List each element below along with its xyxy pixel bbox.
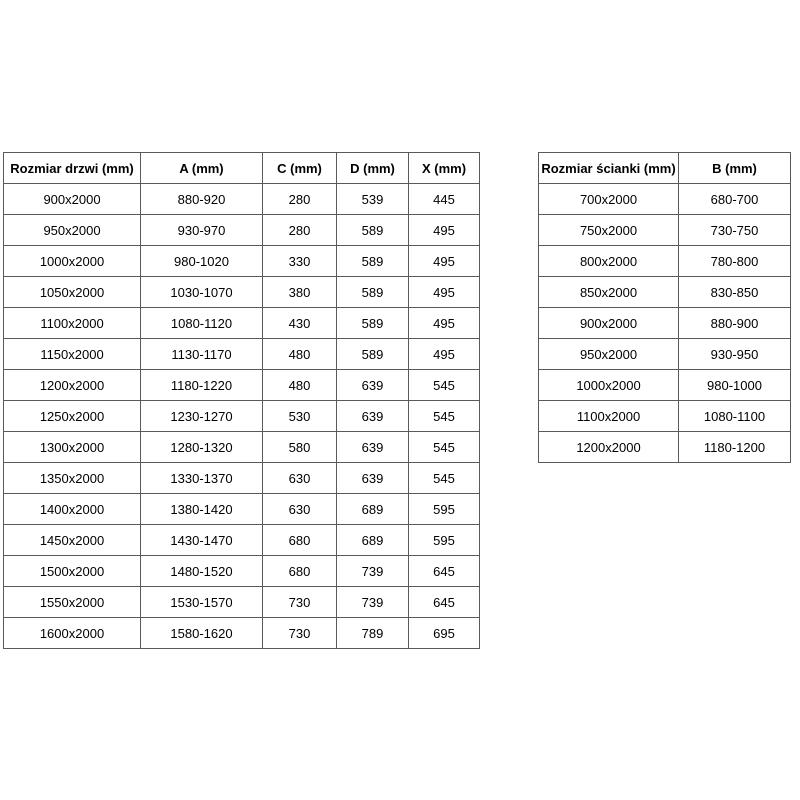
table-cell: 639 <box>337 370 409 401</box>
door-sizes-table <box>3 152 480 649</box>
table-cell: 900x2000 <box>4 184 141 215</box>
table-cell: 800x2000 <box>539 246 679 277</box>
table-cell: 689 <box>337 494 409 525</box>
table-cell: 630 <box>263 463 337 494</box>
table-cell: 750x2000 <box>539 215 679 246</box>
table-row <box>539 308 791 339</box>
table-cell: 589 <box>337 246 409 277</box>
table-cell: 495 <box>409 339 480 370</box>
table-cell: 1400x2000 <box>4 494 141 525</box>
table-cell: 930-950 <box>679 339 791 370</box>
table-cell: 780-800 <box>679 246 791 277</box>
table-cell: 430 <box>263 308 337 339</box>
table-cell: 1580-1620 <box>141 618 263 649</box>
table-cell: 639 <box>337 432 409 463</box>
column-header-b: B (mm) <box>679 153 791 184</box>
table-cell: 1380-1420 <box>141 494 263 525</box>
table-row <box>4 432 480 463</box>
table-cell: 480 <box>263 339 337 370</box>
table-cell: 1550x2000 <box>4 587 141 618</box>
table-cell: 1300x2000 <box>4 432 141 463</box>
table-cell: 689 <box>337 525 409 556</box>
table-cell: 539 <box>337 184 409 215</box>
table-cell: 930-970 <box>141 215 263 246</box>
table-cell: 700x2000 <box>539 184 679 215</box>
table-cell: 1450x2000 <box>4 525 141 556</box>
table-row <box>4 494 480 525</box>
table-cell: 580 <box>263 432 337 463</box>
table-cell: 950x2000 <box>539 339 679 370</box>
table-row <box>539 246 791 277</box>
table-row <box>4 401 480 432</box>
table-cell: 1150x2000 <box>4 339 141 370</box>
table-cell: 880-900 <box>679 308 791 339</box>
table-row <box>4 184 480 215</box>
table-cell: 545 <box>409 463 480 494</box>
table-cell: 1230-1270 <box>141 401 263 432</box>
table-cell: 789 <box>337 618 409 649</box>
table-row <box>539 277 791 308</box>
table-row <box>4 277 480 308</box>
table-cell: 545 <box>409 432 480 463</box>
column-header-a: A (mm) <box>141 153 263 184</box>
table-cell: 589 <box>337 339 409 370</box>
table-cell: 730-750 <box>679 215 791 246</box>
column-header-c: C (mm) <box>263 153 337 184</box>
column-header-x: X (mm) <box>409 153 480 184</box>
table-cell: 330 <box>263 246 337 277</box>
table-row <box>4 308 480 339</box>
table-header-row <box>539 153 791 184</box>
table-row <box>539 215 791 246</box>
table-cell: 595 <box>409 494 480 525</box>
table-cell: 1430-1470 <box>141 525 263 556</box>
table-cell: 280 <box>263 215 337 246</box>
table-cell: 495 <box>409 246 480 277</box>
table-row <box>4 339 480 370</box>
table-row <box>539 370 791 401</box>
table-row <box>4 525 480 556</box>
table-cell: 730 <box>263 587 337 618</box>
wall-sizes-table-body <box>539 184 791 463</box>
table-cell: 695 <box>409 618 480 649</box>
table-row <box>539 339 791 370</box>
table-cell: 530 <box>263 401 337 432</box>
table-cell: 1030-1070 <box>141 277 263 308</box>
table-cell: 950x2000 <box>4 215 141 246</box>
table-cell: 1100x2000 <box>4 308 141 339</box>
table-cell: 1330-1370 <box>141 463 263 494</box>
table-cell: 980-1020 <box>141 246 263 277</box>
table-cell: 1000x2000 <box>4 246 141 277</box>
table-cell: 1080-1100 <box>679 401 791 432</box>
table-cell: 830-850 <box>679 277 791 308</box>
table-cell: 630 <box>263 494 337 525</box>
table-cell: 739 <box>337 556 409 587</box>
table-row <box>4 246 480 277</box>
table-row <box>4 370 480 401</box>
table-header-row <box>4 153 480 184</box>
table-cell: 545 <box>409 370 480 401</box>
table-row <box>4 463 480 494</box>
door-sizes-table-body <box>4 184 480 649</box>
table-cell: 1180-1200 <box>679 432 791 463</box>
table-cell: 980-1000 <box>679 370 791 401</box>
table-cell: 1080-1120 <box>141 308 263 339</box>
table-cell: 595 <box>409 525 480 556</box>
table-cell: 639 <box>337 401 409 432</box>
table-cell: 589 <box>337 215 409 246</box>
column-header-rozmiar-drzwi: Rozmiar drzwi (mm) <box>4 153 141 184</box>
table-cell: 545 <box>409 401 480 432</box>
table-cell: 880-920 <box>141 184 263 215</box>
wall-sizes-table <box>538 152 791 463</box>
table-row <box>539 401 791 432</box>
table-cell: 739 <box>337 587 409 618</box>
table-cell: 1250x2000 <box>4 401 141 432</box>
column-header-d: D (mm) <box>337 153 409 184</box>
table-cell: 1280-1320 <box>141 432 263 463</box>
table-cell: 680 <box>263 525 337 556</box>
table-cell: 645 <box>409 556 480 587</box>
table-cell: 495 <box>409 277 480 308</box>
table-cell: 1050x2000 <box>4 277 141 308</box>
table-cell: 445 <box>409 184 480 215</box>
table-row <box>539 184 791 215</box>
table-cell: 495 <box>409 308 480 339</box>
table-cell: 1200x2000 <box>4 370 141 401</box>
table-cell: 850x2000 <box>539 277 679 308</box>
table-cell: 730 <box>263 618 337 649</box>
table-cell: 639 <box>337 463 409 494</box>
table-cell: 1100x2000 <box>539 401 679 432</box>
table-cell: 1530-1570 <box>141 587 263 618</box>
table-cell: 1350x2000 <box>4 463 141 494</box>
table-cell: 480 <box>263 370 337 401</box>
table-row <box>4 587 480 618</box>
table-cell: 589 <box>337 277 409 308</box>
table-cell: 680-700 <box>679 184 791 215</box>
column-header-rozmiar-scianki: Rozmiar ścianki (mm) <box>539 153 679 184</box>
table-row <box>4 618 480 649</box>
table-cell: 1480-1520 <box>141 556 263 587</box>
table-cell: 1130-1170 <box>141 339 263 370</box>
table-cell: 495 <box>409 215 480 246</box>
table-cell: 380 <box>263 277 337 308</box>
table-cell: 589 <box>337 308 409 339</box>
table-cell: 280 <box>263 184 337 215</box>
table-cell: 1500x2000 <box>4 556 141 587</box>
table-row <box>4 556 480 587</box>
table-cell: 680 <box>263 556 337 587</box>
table-cell: 645 <box>409 587 480 618</box>
table-cell: 1180-1220 <box>141 370 263 401</box>
table-row <box>539 432 791 463</box>
table-row <box>4 215 480 246</box>
table-cell: 1200x2000 <box>539 432 679 463</box>
table-cell: 900x2000 <box>539 308 679 339</box>
table-cell: 1600x2000 <box>4 618 141 649</box>
table-cell: 1000x2000 <box>539 370 679 401</box>
